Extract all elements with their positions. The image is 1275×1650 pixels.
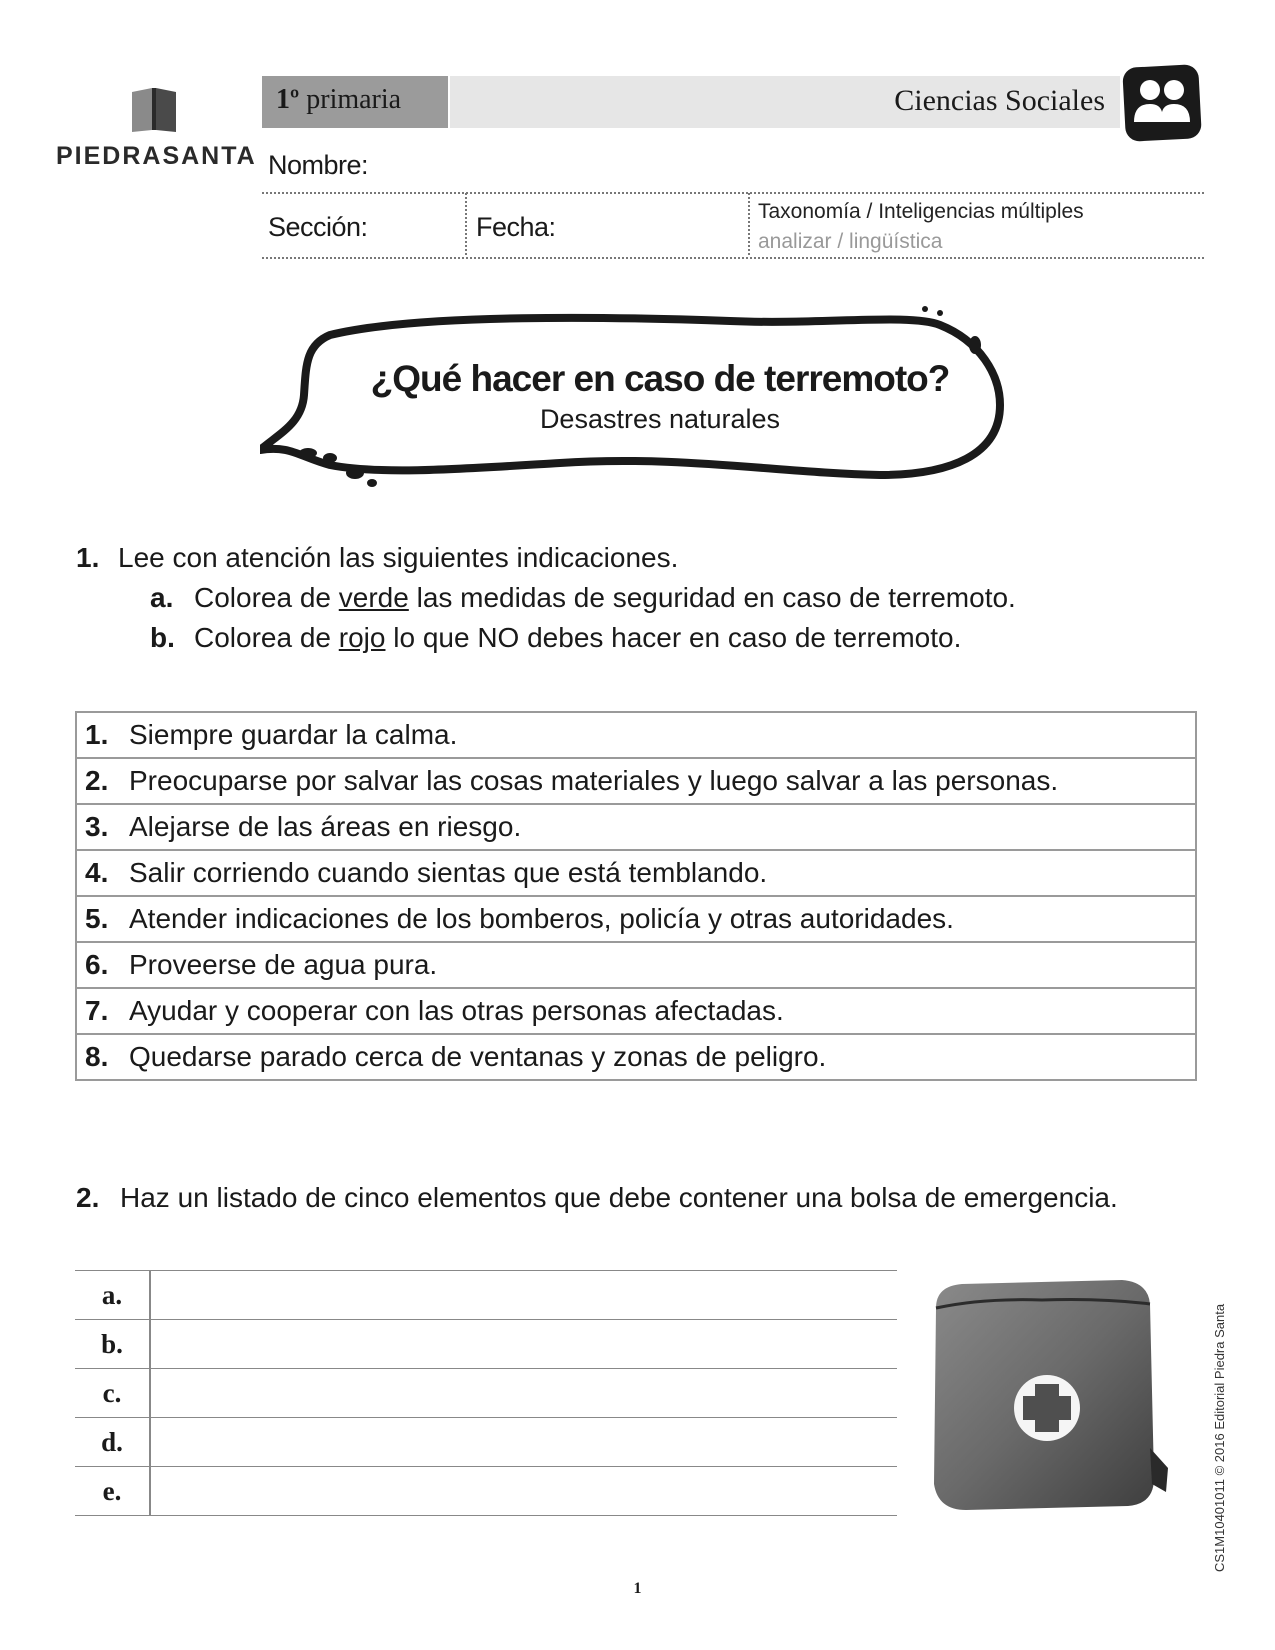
statement-number: 4.	[85, 857, 109, 888]
table-row[interactable]	[76, 988, 1196, 1034]
page-title: ¿Qué hacer en caso de terremoto?	[370, 358, 950, 399]
subject-title: Ciencias Sociales	[894, 84, 1105, 117]
instruction-a-letter: a.	[150, 582, 174, 613]
question-1	[76, 542, 678, 574]
table-row[interactable]	[76, 804, 1196, 850]
answer-letter: d.	[75, 1418, 150, 1467]
table-row[interactable]	[76, 712, 1196, 758]
page-subtitle: Desastres naturales	[539, 404, 781, 434]
question-2	[76, 1182, 1118, 1214]
statement-cell[interactable]	[76, 850, 1196, 896]
statement-text: Ayudar y cooperar con las otras personas afectadas.	[129, 995, 784, 1026]
instruction-a-before: Colorea de	[194, 582, 339, 613]
statement-cell[interactable]	[76, 896, 1196, 942]
answer-input[interactable]	[150, 1320, 897, 1369]
date-divider	[748, 193, 750, 255]
answer-letter: c.	[75, 1369, 150, 1418]
instruction-a-after: las medidas de seguridad en caso de terremoto.	[408, 582, 1016, 613]
grade-label	[276, 84, 401, 116]
statement-number: 2.	[85, 765, 109, 796]
statement-text: Alejarse de las áreas en riesgo.	[129, 811, 522, 842]
name-field-line[interactable]	[262, 192, 1204, 194]
statements-table	[75, 711, 1197, 1081]
name-label: Nombre:	[268, 150, 369, 180]
form-bottom-line	[262, 257, 1204, 259]
question-1-text: Lee con atención las siguientes indicaciones.	[118, 542, 679, 573]
taxonomy-value: analizar / lingüística	[758, 230, 943, 253]
question-1-number: 1.	[76, 542, 100, 573]
publisher-logo-text: PIEDRASANTA	[56, 142, 257, 170]
statement-number: 7.	[85, 995, 109, 1026]
answer-row	[75, 1418, 897, 1467]
answer-letter: a.	[75, 1271, 150, 1320]
statement-text: Atender indicaciones de los bomberos, policía y otras autoridades.	[129, 903, 954, 934]
statement-text: Siempre guardar la calma.	[129, 719, 458, 750]
statement-cell[interactable]	[76, 988, 1196, 1034]
statement-text: Preocuparse por salvar las cosas materiales y luego salvar a las personas.	[129, 765, 1059, 796]
statement-number: 3.	[85, 811, 109, 842]
page-number: 1	[633, 1580, 642, 1597]
statement-cell[interactable]	[76, 758, 1196, 804]
instruction-a	[150, 582, 1016, 614]
answer-row	[75, 1369, 897, 1418]
grade-level: primaria	[306, 84, 402, 115]
table-row[interactable]	[76, 758, 1196, 804]
section-label: Sección:	[268, 212, 368, 242]
statement-number: 8.	[85, 1041, 109, 1072]
answer-input[interactable]	[150, 1418, 897, 1467]
question-2-number: 2.	[76, 1182, 100, 1213]
instruction-a-keyword: verde	[338, 582, 409, 613]
instruction-b-keyword: rojo	[338, 622, 386, 653]
instruction-b-letter: b.	[150, 622, 175, 653]
answer-list-table	[75, 1270, 897, 1516]
answer-input[interactable]	[150, 1369, 897, 1418]
answer-input[interactable]	[150, 1271, 897, 1320]
table-row[interactable]	[76, 896, 1196, 942]
copyright-text: CS1M10401011 © 2016 Editorial Piedra Santa	[1212, 1303, 1227, 1572]
table-row[interactable]	[76, 1034, 1196, 1080]
first-aid-kit-icon	[922, 1278, 1172, 1514]
statement-text: Quedarse parado cerca de ventanas y zonas de peligro.	[129, 1041, 827, 1072]
table-row[interactable]	[76, 942, 1196, 988]
speech-bubble-frame	[260, 305, 1020, 495]
answer-input[interactable]	[150, 1467, 897, 1516]
statement-text: Salir corriendo cuando sientas que está temblando.	[129, 857, 768, 888]
statement-number: 6.	[85, 949, 109, 980]
taxonomy-label: Taxonomía / Inteligencias múltiples	[758, 200, 1084, 223]
statement-cell[interactable]	[76, 712, 1196, 758]
instruction-b	[150, 622, 961, 654]
open-book-logo-icon	[130, 86, 178, 134]
people-group-icon	[1120, 60, 1204, 144]
statement-number: 5.	[85, 903, 109, 934]
date-label: Fecha:	[476, 212, 556, 242]
statement-cell[interactable]	[76, 1034, 1196, 1080]
answer-row	[75, 1467, 897, 1516]
grade-number: 1º	[276, 84, 300, 115]
statement-cell[interactable]	[76, 804, 1196, 850]
answer-letter: b.	[75, 1320, 150, 1369]
question-2-text: Haz un listado de cinco elementos que debe contener una bolsa de emergencia.	[120, 1182, 1118, 1213]
statement-number: 1.	[85, 719, 109, 750]
answer-row	[75, 1271, 897, 1320]
table-row[interactable]	[76, 850, 1196, 896]
instruction-b-after: lo que NO debes hacer en caso de terremoto.	[385, 622, 962, 653]
answer-row	[75, 1320, 897, 1369]
answer-letter: e.	[75, 1467, 150, 1516]
statement-text: Proveerse de agua pura.	[129, 949, 438, 980]
section-divider	[465, 193, 467, 255]
instruction-b-before: Colorea de	[194, 622, 339, 653]
statement-cell[interactable]	[76, 942, 1196, 988]
